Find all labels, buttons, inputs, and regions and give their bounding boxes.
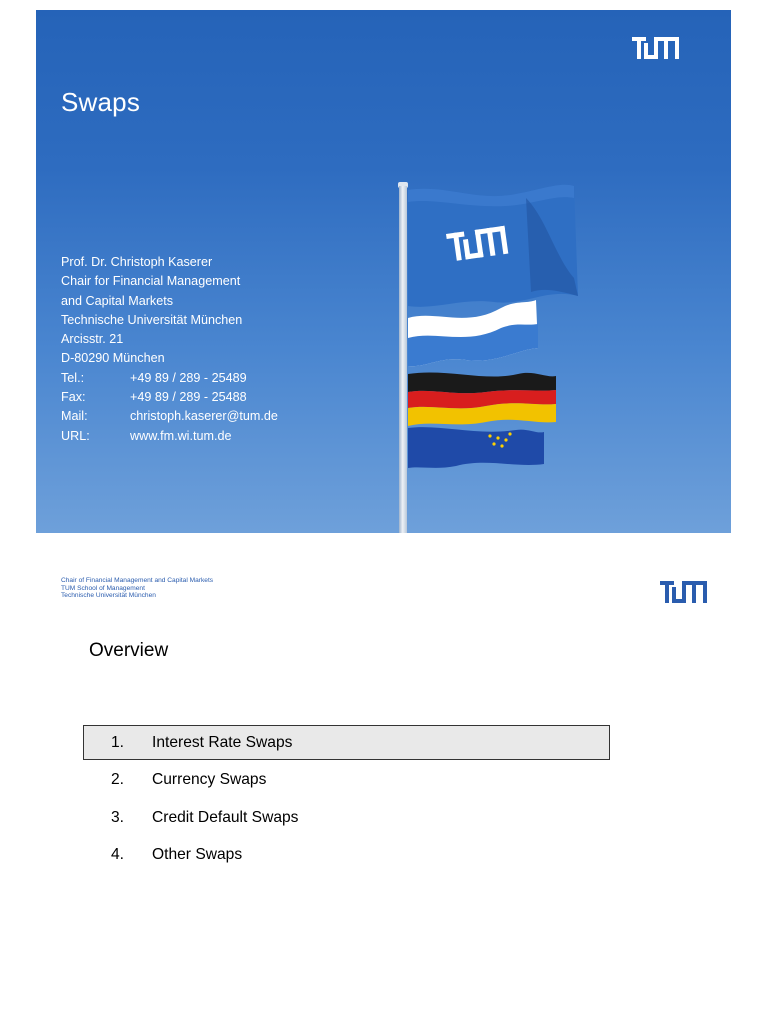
phone-value: +49 89 / 289 - 25489	[130, 370, 247, 385]
toc-item-interest-rate-swaps[interactable]	[83, 725, 610, 760]
contact-mail	[61, 407, 278, 426]
slide-title: Swaps	[61, 87, 141, 117]
contact-label: Arcisstr. 21	[61, 332, 124, 347]
fax-value: +49 89 / 289 - 25488	[130, 390, 247, 405]
contact-line	[61, 311, 278, 330]
toc-item-credit-default-swaps[interactable]	[83, 800, 610, 835]
contact-phone	[61, 369, 278, 388]
toc-label: Credit Default Swaps	[152, 808, 299, 826]
header-line: Chair of Financial Management and Capital Markets	[61, 577, 214, 584]
page-title: Overview	[89, 640, 169, 661]
contact-label: Chair for Financial Management	[61, 274, 241, 289]
tum-logo	[632, 37, 679, 59]
contact-label: Prof. Dr. Christoph Kaserer	[61, 255, 213, 269]
url-value: www.fm.wi.tum.de	[130, 428, 232, 443]
contact-label: and Capital Markets	[61, 293, 173, 308]
toc-label: Currency Swaps	[152, 771, 267, 788]
toc-number: 3.	[111, 808, 125, 826]
toc-number: 2.	[111, 771, 125, 788]
toc-label: Other Swaps	[152, 846, 243, 863]
contact-url	[61, 427, 278, 446]
contact-block	[61, 253, 278, 446]
contact-line	[61, 292, 278, 311]
contact-label: URL:	[61, 428, 90, 443]
header-line: Technische Universität München	[61, 592, 156, 600]
contact-label: Technische Universität München	[61, 312, 243, 327]
contact-line	[61, 272, 278, 291]
table-of-contents	[83, 725, 610, 875]
tum-logo	[660, 581, 707, 603]
contact-label: Tel.:	[61, 370, 85, 385]
toc-label: Interest Rate Swaps	[152, 733, 293, 751]
contact-line	[61, 253, 278, 272]
contact-line	[61, 349, 278, 368]
title-slide	[36, 10, 731, 533]
mail-value: christoph.kaserer@tum.de	[130, 409, 278, 424]
contact-label: Mail:	[61, 409, 88, 424]
toc-number: 1.	[111, 733, 125, 751]
contact-label: Fax:	[61, 390, 86, 405]
contact-label: D-80290 München	[61, 351, 165, 366]
flags-illustration	[406, 178, 616, 478]
toc-item-currency-swaps[interactable]	[83, 763, 610, 798]
contact-fax	[61, 388, 278, 407]
slide-header	[61, 577, 213, 600]
toc-item-other-swaps[interactable]	[83, 838, 610, 873]
contact-line	[61, 330, 278, 349]
header-line: TUM School of Management	[61, 584, 145, 592]
overview-slide	[0, 560, 768, 1024]
toc-number: 4.	[111, 846, 125, 863]
